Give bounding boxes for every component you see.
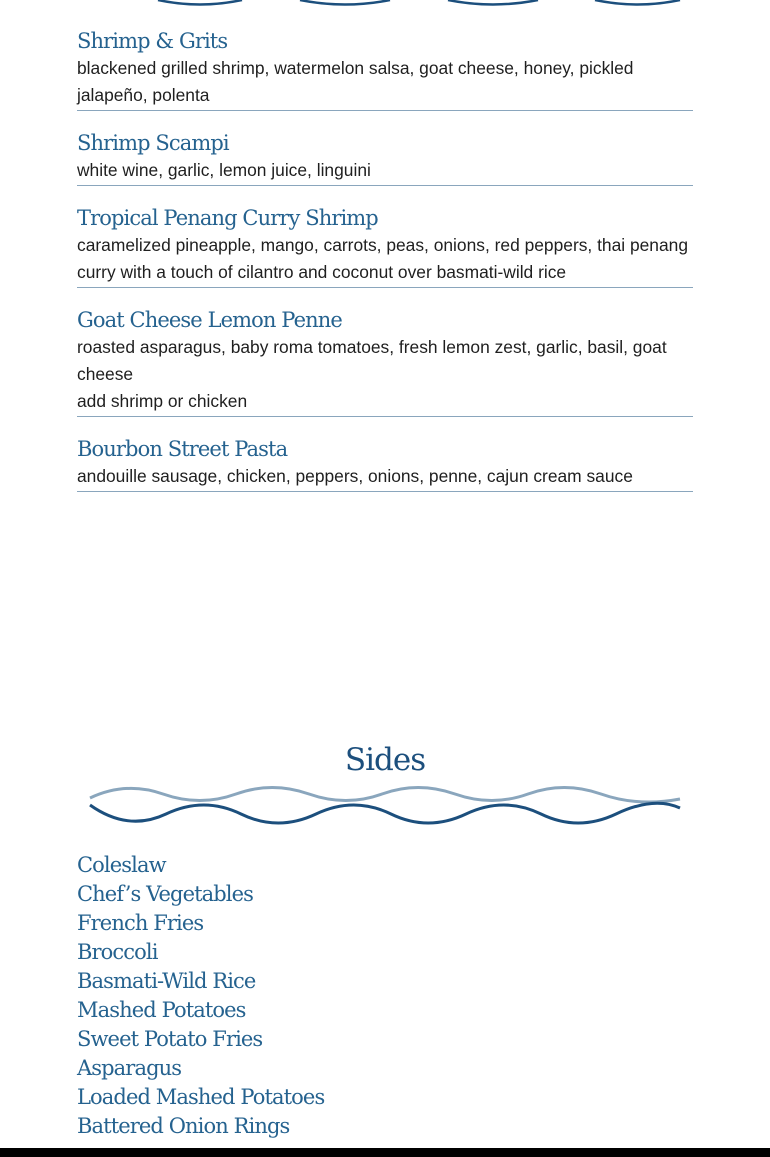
menu-item-name: Goat Cheese Lemon Penne (77, 308, 342, 332)
menu-item-description: white wine, garlic, lemon juice, linguini (77, 160, 371, 180)
menu-item (77, 27, 693, 111)
side-item: French Fries (77, 911, 204, 935)
side-item: Coleslaw (77, 853, 166, 877)
menu-item-description: roasted asparagus, baby roma tomatoes, fresh lemon zest, garlic, basil, goat cheese add shrimp or chicken (77, 337, 667, 411)
menu-item (77, 435, 693, 492)
side-item: Chef’s Vegetables (77, 882, 254, 906)
menu-item (77, 204, 693, 288)
menu-item-name: Tropical Penang Curry Shrimp (77, 206, 378, 230)
side-item: Battered Onion Rings (77, 1114, 290, 1138)
side-item: Broccoli (77, 940, 158, 964)
menu-item (77, 306, 693, 417)
side-item: Loaded Mashed Potatoes (77, 1085, 325, 1109)
side-item: Basmati-Wild Rice (77, 969, 256, 993)
menu-item-add-on: add shrimp or chicken (77, 391, 248, 411)
sides-list (77, 851, 324, 1141)
menu-item-name: Shrimp Scampi (77, 131, 229, 155)
menu-item-name: Shrimp & Grits (77, 29, 228, 53)
menu-item-description: blackened grilled shrimp, watermelon salsa, goat cheese, honey, pickled jalapeño, polenta (77, 58, 634, 105)
menu-item (77, 129, 693, 186)
top-wave-divider (0, 0, 770, 14)
menu-item-description: andouille sausage, chicken, peppers, onions, penne, cajun cream sauce (77, 466, 633, 486)
menu-item-description: caramelized pineapple, mango, carrots, peas, onions, red peppers, thai penang curry with a touch of cilantro and coconut over basmati-wild rice (77, 235, 688, 282)
side-item: Asparagus (77, 1056, 182, 1080)
side-item: Sweet Potato Fries (77, 1027, 263, 1051)
menu-item-name: Bourbon Street Pasta (77, 437, 288, 461)
bottom-bar (0, 1148, 770, 1157)
side-item: Mashed Potatoes (77, 998, 246, 1022)
sides-title: Sides (344, 742, 426, 778)
entree-list (77, 27, 693, 510)
sides-wave-divider (85, 784, 685, 828)
